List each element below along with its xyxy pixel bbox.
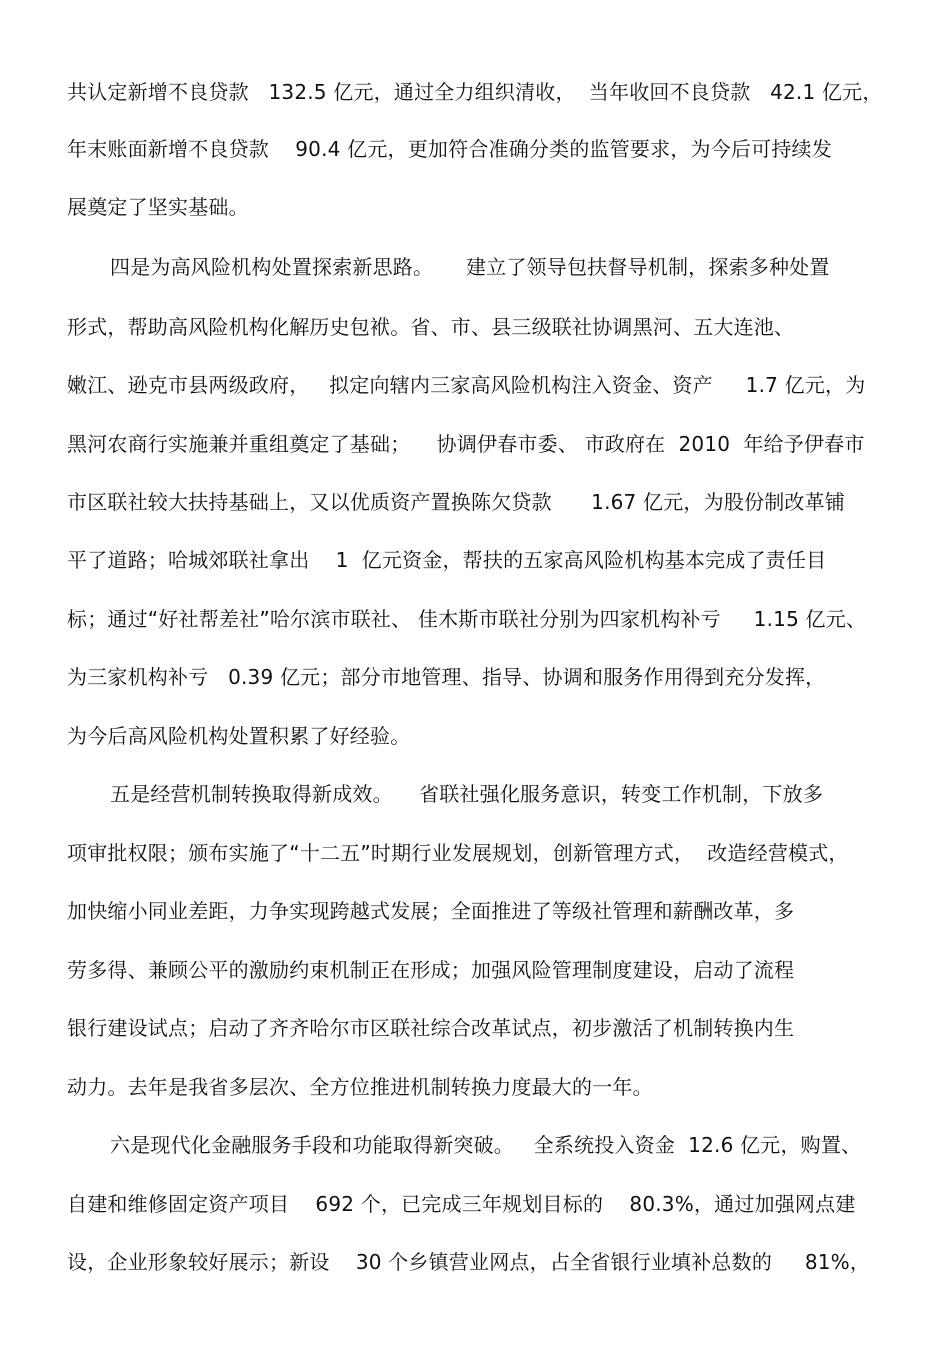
paragraph-start-line: 四是为高风险机构处置探索新思路。 建立了领导包扶督导机制，探索多种处置 [110,255,830,279]
text-line: 自建和维修固定资产项目 692 个，已完成三年规划目标的 80.3%，通过加强网点建 [67,1192,856,1216]
text-line: 加快缩小同业差距，力争实现跨越式发展；全面推进了等级社管理和薪酬改革，多 [67,899,795,923]
text-line: 共认定新增不良贷款 132.5 亿元，通过全力组织清收， 当年收回不良贷款 42.1 亿元， [67,80,883,104]
text-line: 劳多得、兼顾公平的激励约束机制正在形成；加强风险管理制度建设，启动了流程 [67,958,795,982]
text-line: 展奠定了坚实基础。 [67,195,249,219]
text-line: 项审批权限；颁布实施了“十二五”时期行业发展规划，创新管理方式， 改造经营模式， [67,841,849,865]
text-line: 黑河农商行实施兼并重组奠定了基础； 协调伊春市委、 市政府在 2010 年给予伊春市 [67,432,865,456]
text-line: 平了道路；哈城郊联社拿出 1 亿元资金，帮扶的五家高风险机构基本完成了责任目 [67,548,827,572]
paragraph-start-line: 五是经营机制转换取得新成效。 省联社强化服务意识，转变工作机制，下放多 [110,782,824,806]
text-line: 形式，帮助高风险机构化解历史包袱。省、市、县三级联社协调黑河、五大连池、 [67,315,795,339]
text-line: 为三家机构补亏 0.39 亿元；部分市地管理、指导、协调和服务作用得到充分发挥， [67,665,826,689]
text-line: 年末账面新增不良贷款 90.4 亿元，更加符合准确分类的监管要求，为今后可持续发 [67,137,832,161]
text-line: 标；通过“好社帮差社”哈尔滨市联社、 佳木斯市联社分别为四家机构补亏 1.15 亿元、 [67,607,867,631]
text-line: 银行建设试点；启动了齐齐哈尔市区联社综合改革试点，初步激活了机制转换内生 [67,1016,795,1040]
text-line: 动力。去年是我省多层次、全方位推进机制转换力度最大的一年。 [67,1075,653,1099]
text-line: 为今后高风险机构处置积累了好经验。 [67,724,411,748]
paragraph-start-line: 六是现代化金融服务手段和功能取得新突破。 全系统投入资金 12.6 亿元，购置、 [110,1133,862,1157]
text-line: 设，企业形象较好展示；新设 30 个乡镇营业网点，占全省银行业填补总数的 81%， [67,1250,871,1274]
text-line: 市区联社较大扶持基础上，又以优质资产置换陈欠贷款 1.67 亿元，为股份制改革铺 [67,490,846,514]
text-line: 嫩江、逊克市县两级政府， 拟定向辖内三家高风险机构注入资金、资产 1.7 亿元，为 [67,373,866,397]
